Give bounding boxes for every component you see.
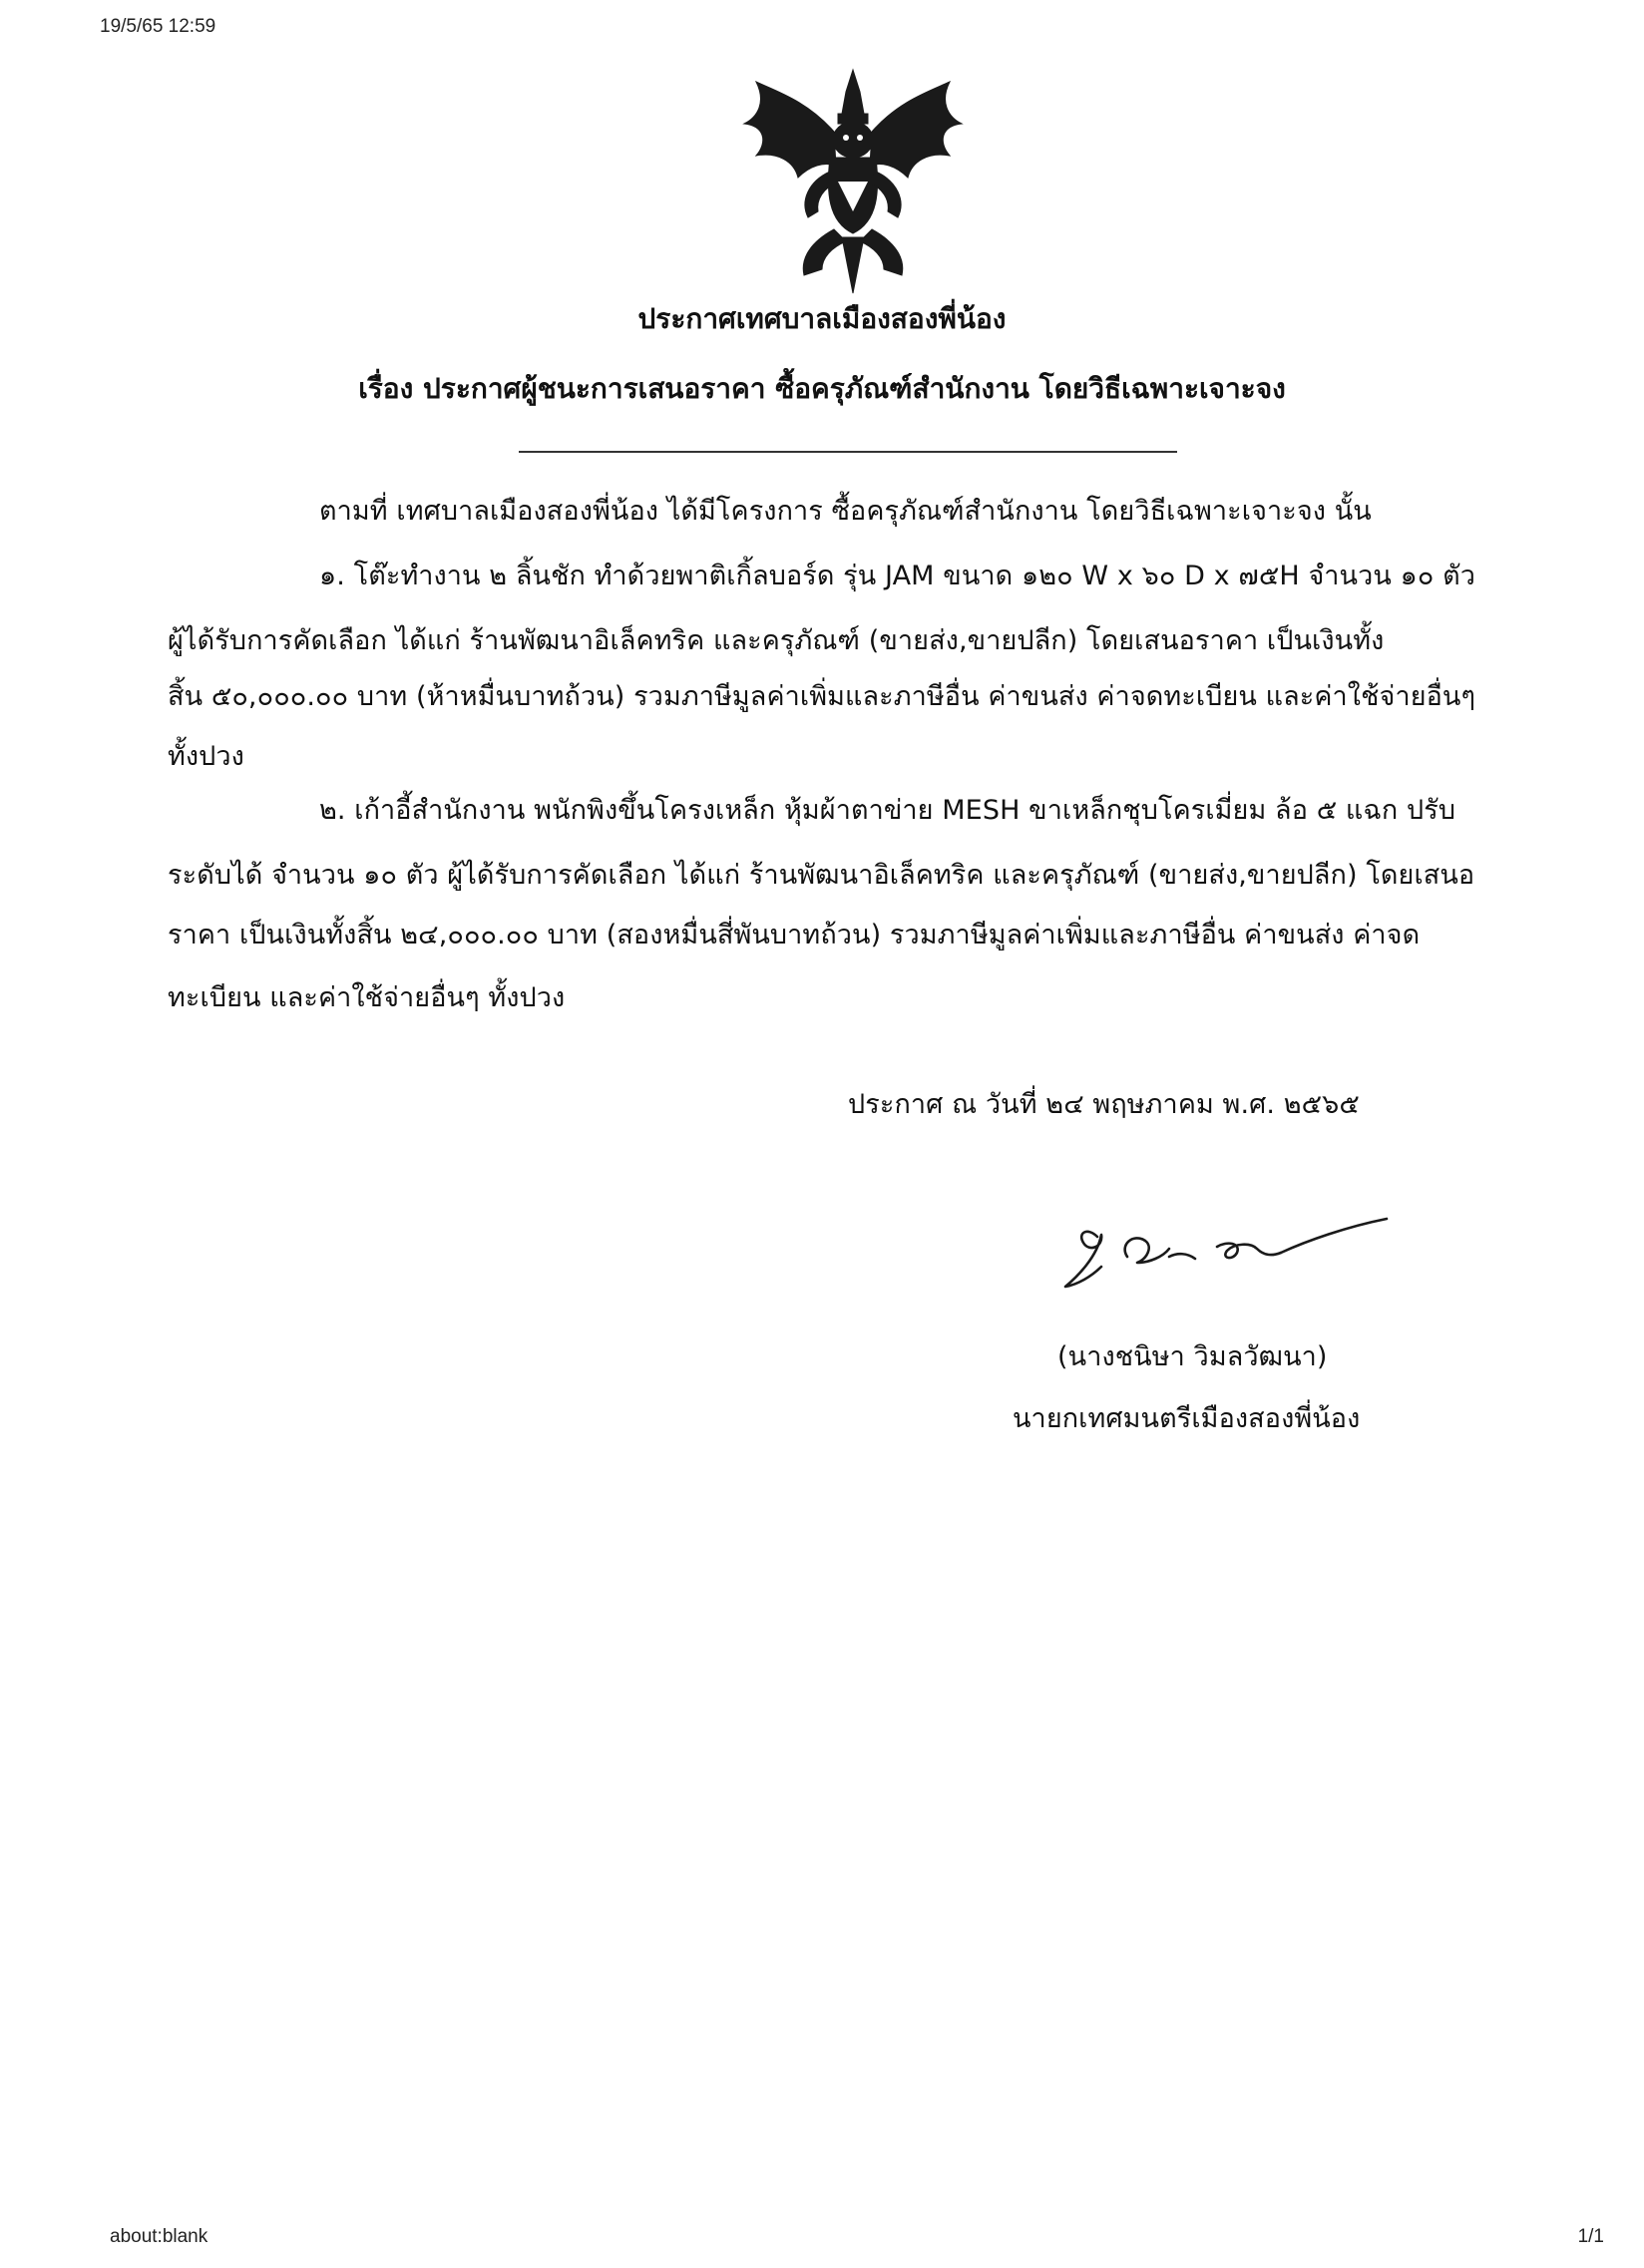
signatory-name: (นางชนิษา วิมลวัฒนา) [1057,1341,1328,1372]
announcement-date: ประกาศ ณ วันที่ ๒๔ พฤษภาคม พ.ศ. ๒๕๖๕ [848,1089,1360,1120]
announcement-subject: เรื่อง ประกาศผู้ชนะการเสนอราคา ซื้อครุภัณฑ์สำนักงาน โดยวิธีเฉพาะเจาะจง [358,372,1286,405]
item1-line: ๑. โต๊ะทำงาน ๒ ลิ้นชัก ทำด้วยพาติเกิ้ลบอร์ด รุ่น JAM ขนาด ๑๒๐ W x ๖๐ D x ๗๕H จำนวน ๑๐ ตัว [319,561,1475,591]
item1-line: ทั้งปวง [168,741,244,772]
announcement-title: ประกาศเทศบาลเมืองสองพี่น้อง [637,302,1007,335]
item2-line: ราคา เป็นเงินทั้งสิ้น ๒๔,๐๐๐.๐๐ บาท (สองหมื่นสี่พันบาทถ้วน) รวมภาษีมูลค่าเพิ่มและภาษีอื่น ค่าขนส่ง ค่าจด [168,920,1421,950]
intro-paragraph: ตามที่ เทศบาลเมืองสองพี่น้อง ได้มีโครงการ ซื้อครุภัณฑ์สำนักงาน โดยวิธีเฉพาะเจาะจง นั้น [319,496,1372,527]
garuda-emblem-icon [738,62,968,301]
handwritten-signature [1057,1197,1397,1317]
item2-line: ทะเบียน และค่าใช้จ่ายอื่นๆ ทั้งปวง [168,982,566,1013]
print-url: about:blank [110,2226,208,2247]
title-divider [519,451,1177,453]
item1-line: สิ้น ๕๐,๐๐๐.๐๐ บาท (ห้าหมื่นบาทถ้วน) รวมภาษีมูลค่าเพิ่มและภาษีอื่น ค่าขนส่ง ค่าจดทะเบียน และค่าใช้จ่ายอื่นๆ [168,681,1476,712]
print-page-number: 1/1 [1577,2226,1604,2247]
print-timestamp: 19/5/65 12:59 [100,16,216,37]
item1-line: ผู้ได้รับการคัดเลือก ได้แก่ ร้านพัฒนาอิเล็คทริค และครุภัณฑ์ (ขายส่ง,ขายปลีก) โดยเสนอราคา เป็นเงินทั้ง [168,625,1385,656]
signatory-position: นายกเทศมนตรีเมืองสองพี่น้อง [1013,1403,1361,1434]
item2-line: ๒. เก้าอี้สำนักงาน พนักพิงขึ้นโครงเหล็ก หุ้มผ้าตาข่าย MESH ขาเหล็กชุบโครเมี่ยม ล้อ ๕ แฉก ปรับ [319,795,1456,826]
item2-line: ระดับได้ จำนวน ๑๐ ตัว ผู้ได้รับการคัดเลือก ได้แก่ ร้านพัฒนาอิเล็คทริค และครุภัณฑ์ (ขายส่ง,ขายปลีก) โดยเสนอ [168,860,1475,891]
